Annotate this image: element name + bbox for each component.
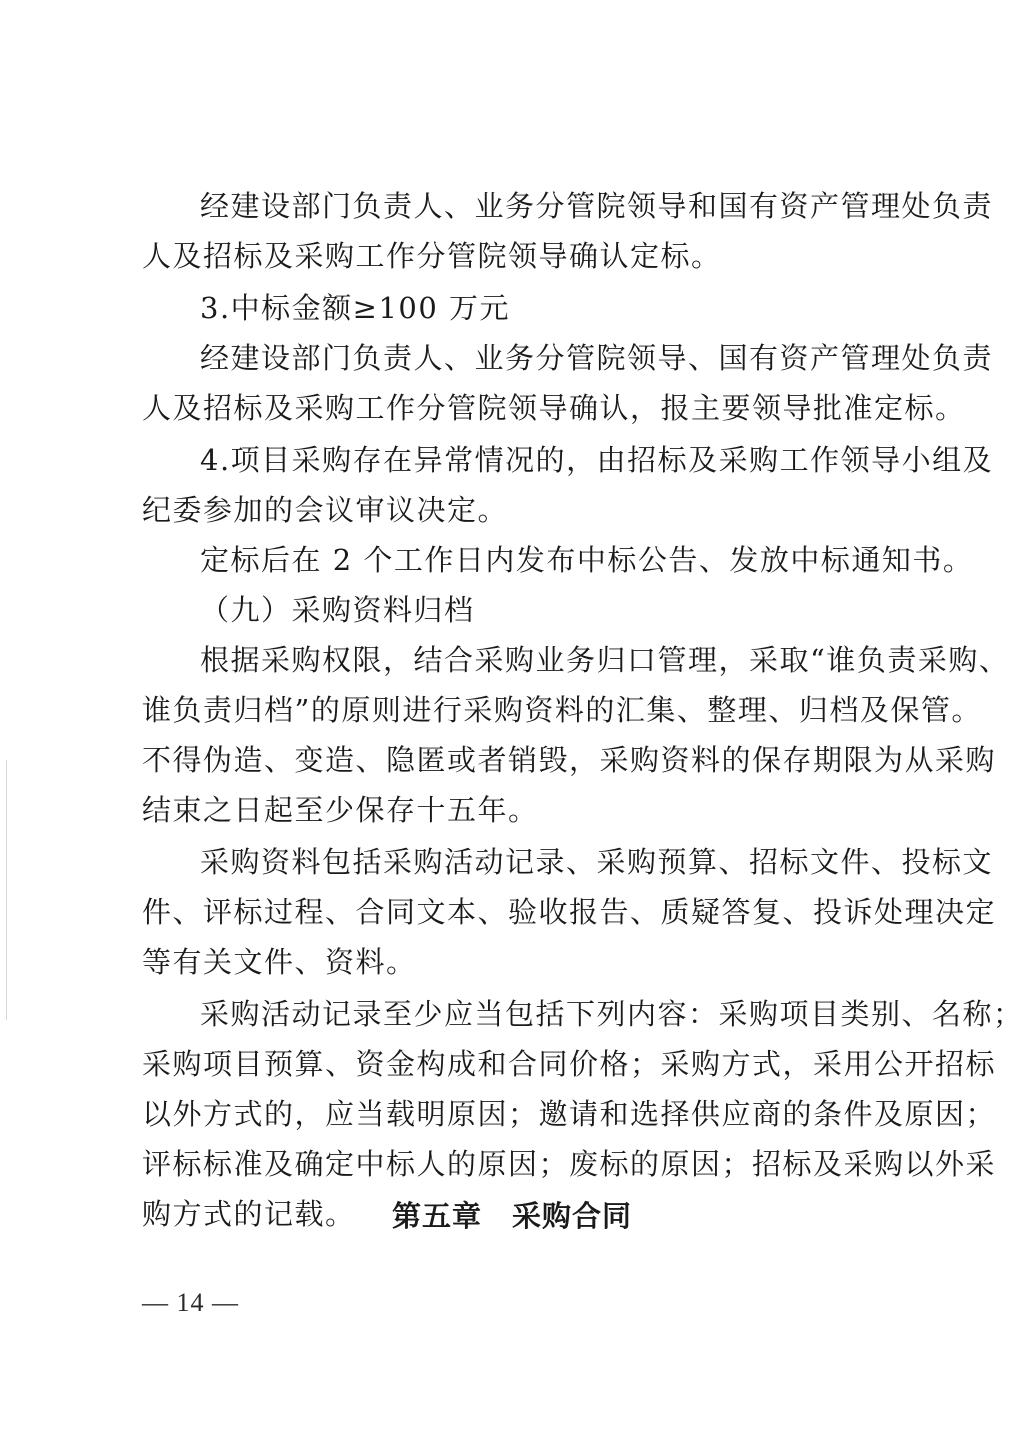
text-line: 不得伪造、变造、隐匿或者销毁，采购资料的保存期限为从采购 xyxy=(142,743,997,777)
text-line: 件、评标过程、合同文本、验收报告、质疑答复、投诉处理决定 xyxy=(142,895,997,929)
text-line: 采购项目预算、资金构成和合同价格；采购方式，采用公开招标 xyxy=(142,1047,997,1081)
text-line: 谁负责归档”的原则进行采购资料的汇集、整理、归档及保管。 xyxy=(142,693,982,727)
text-line: 4.项目采购存在异常情况的，由招标及采购工作领导小组及 xyxy=(200,443,994,477)
text-line: 纪委参加的会议审议决定。 xyxy=(142,493,509,527)
text-line: 人及招标及采购工作分管院领导确认，报主要领导批准定标。 xyxy=(142,391,966,425)
text-line: 根据采购权限，结合采购业务归口管理，采取“谁负责采购、 xyxy=(200,643,1010,677)
text-line: 经建设部门负责人、业务分管院领导、国有资产管理处负责 xyxy=(200,341,994,375)
chapter-heading: 第五章 采购合同 xyxy=(391,1199,632,1233)
text-line: 人及招标及采购工作分管院领导确认定标。 xyxy=(142,239,722,273)
text-line: 以外方式的，应当载明原因；邀请和选择供应商的条件及原因； xyxy=(142,1097,997,1131)
text-line: 购方式的记载。 xyxy=(142,1197,356,1231)
text-line: 定标后在 2 个工作日内发布中标公告、发放中标通知书。 xyxy=(200,543,974,577)
list-item-heading: 3.中标金额≥100 万元 xyxy=(200,291,511,325)
page-number: — 14 — xyxy=(142,1288,239,1317)
text-line: 等有关文件、资料。 xyxy=(142,945,417,979)
text-line: 采购资料包括采购活动记录、采购预算、招标文件、投标文 xyxy=(200,845,994,879)
scan-edge-mark xyxy=(6,760,7,1020)
section-heading: （九）采购资料归档 xyxy=(200,593,475,627)
text-line: 经建设部门负责人、业务分管院领导和国有资产管理处负责 xyxy=(200,189,994,223)
text-line: 评标标准及确定中标人的原因；废标的原因；招标及采购以外采 xyxy=(142,1147,997,1181)
text-line: 结束之日起至少保存十五年。 xyxy=(142,793,539,827)
text-line: 采购活动记录至少应当包括下列内容：采购项目类别、名称； xyxy=(200,997,1024,1031)
